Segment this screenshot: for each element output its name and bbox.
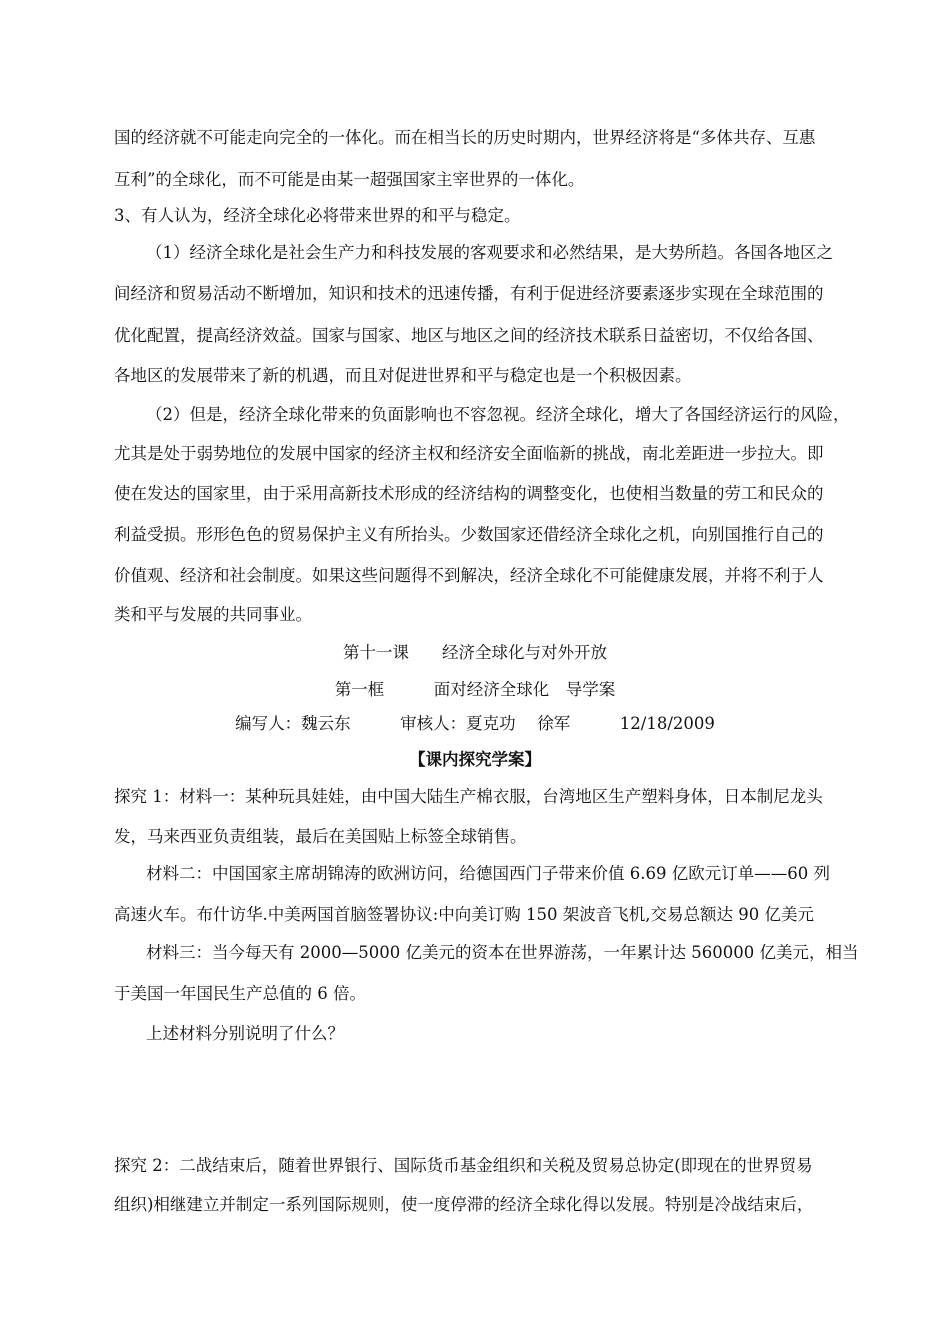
explore1-material1-line-1: 探究 1：材料一：某种玩具娃娃，由中国大陆生产棉衣服，台湾地区生产塑料身体，日本制尼龙头 <box>114 787 823 806</box>
explore1-material3-line-1: 材料三：当今每天有 2000—5000 亿美元的资本在世界游荡，一年累计达 560000 亿美元，相当 <box>146 943 859 962</box>
explore2-line-2: 组织)相继建立并制定一系列国际规则，使一度停滞的经济全球化得以发展。特别是冷战结束后， <box>114 1195 814 1214</box>
point1-line-3: 优化配置，提高经济效益。国家与国家、地区与地区之间的经济技术联系日益密切，不仅给各国、 <box>114 326 824 345</box>
explore1-question: 上述材料分别说明了什么？ <box>146 1024 344 1043</box>
explore1-material1-line-2: 发，马来西亚负责组装，最后在美国贴上标签全球销售。 <box>114 827 527 846</box>
point2-line-2: 尤其是处于弱势地位的发展中国家的经济主权和经济安全面临新的挑战，南北差距进一步拉大。即 <box>114 444 824 463</box>
explore2-line-1: 探究 2：二战结束后，随着世界银行、国际货币基金组织和关税及贸易总协定(即现在的世界贸易 <box>114 1156 813 1175</box>
lesson-title: 第十一课 经济全球化与对外开放 <box>343 643 607 662</box>
explore1-material2-line-1: 材料二：中国国家主席胡锦涛的欧洲访问，给德国西门子带来价值 6.69 亿欧元订单——60 列 <box>146 864 830 883</box>
explore1-material3-line-2: 于美国一年国民生产总值的 6 倍。 <box>114 984 366 1003</box>
point1-line-2: 间经济和贸易活动不断增加，知识和技术的迅速传播，有利于促进经济要素逐步实现在全球范围的 <box>114 284 824 303</box>
point2-line-4: 利益受损。形形色色的贸易保护主义有所抬头。少数国家还借经济全球化之机，向别国推行自己的 <box>114 525 824 544</box>
section-heading: 【课内探究学案】 <box>409 750 541 769</box>
prev-paragraph-line-2: 互利”的全球化，而不可能是由某一超强国家主宰世界的一体化。 <box>114 170 585 189</box>
prev-paragraph-line-1: 国的经济就不可能走向完全的一体化。而在相当长的历史时期内，世界经济将是“多体共存、互惠 <box>114 128 816 147</box>
explore1-material2-line-2: 高速火车。布什访华.中美两国首脑签署协议:中向美订购 150 架波音飞机,交易总额达 90 亿美元 <box>114 905 815 924</box>
point1-line-1: （1）经济全球化是社会生产力和科技发展的客观要求和必然结果，是大势所趋。各国各地区之 <box>146 243 833 262</box>
lesson-authors: 编写人：魏云东 审核人：夏克功 徐军 12/18/2009 <box>235 714 715 733</box>
point2-line-3: 使在发达的国家里，由于采用高新技术形成的经济结构的调整变化，也使相当数量的劳工和民众的 <box>114 484 824 503</box>
point1-line-4: 各地区的发展带来了新的机遇，而且对促进世界和平与稳定也是一个积极因素。 <box>114 366 692 385</box>
lesson-subtitle: 第一框 面对经济全球化 导学案 <box>334 680 616 699</box>
item3-heading: 3、有人认为，经济全球化必将带来世界的和平与稳定。 <box>114 206 521 225</box>
point2-line-1: （2）但是，经济全球化带来的负面影响也不容忽视。经济全球化，增大了各国经济运行的风险， <box>146 405 850 424</box>
point2-line-5: 价值观、经济和社会制度。如果这些问题得不到解决，经济全球化不可能健康发展，并将不利于人 <box>114 566 824 585</box>
point2-line-6: 类和平与发展的共同事业。 <box>114 605 312 624</box>
